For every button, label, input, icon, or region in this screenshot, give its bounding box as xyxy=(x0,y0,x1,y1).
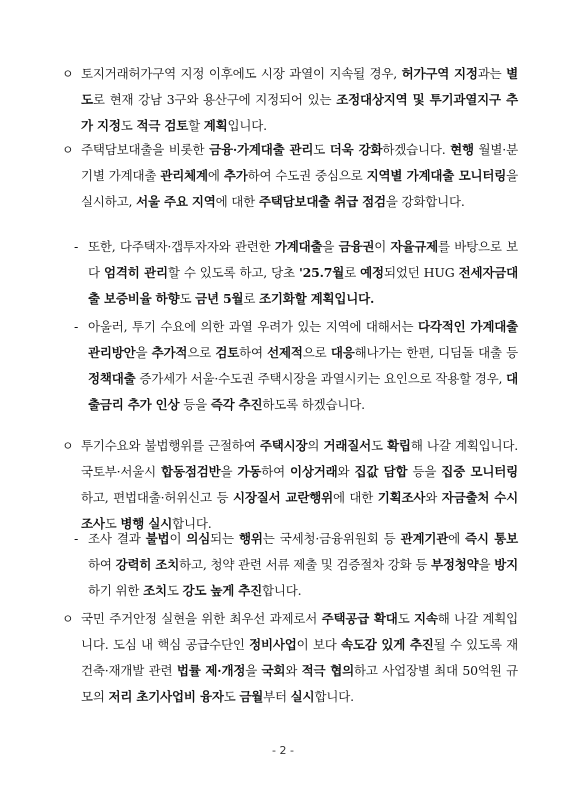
bold-text-run: 관계기관 xyxy=(400,531,449,546)
bold-text-run: 선제적 xyxy=(267,345,303,360)
paragraph-text xyxy=(81,606,518,710)
bold-text-run: 정비사업 xyxy=(249,637,297,652)
bold-text-run: 부정청약 xyxy=(431,557,479,572)
bold-text-run: 법률 제·개정 xyxy=(176,663,246,678)
text-run: 로 xyxy=(243,291,260,306)
text-run: 하여 xyxy=(239,345,268,360)
text-run: 하고 사업장별 최대 50억원 규모의 xyxy=(81,663,518,704)
bold-text-run: 강도 높게 추진 xyxy=(182,583,263,598)
text-run: 도 xyxy=(397,611,415,626)
bold-text-run: 서울 주요 지역 xyxy=(136,194,216,209)
bold-text-run: 지속 xyxy=(414,611,438,626)
bold-text-run: 즉각 추진 xyxy=(210,397,263,412)
paragraph-housing-supply xyxy=(62,606,518,710)
text-run: 하여 xyxy=(261,464,291,479)
text-run: 에 xyxy=(207,168,224,183)
bold-text-run: 지역별 가계대출 모니터링 xyxy=(366,168,507,183)
text-run: 도 xyxy=(104,516,121,531)
text-run: 하겠습니다. xyxy=(382,142,451,157)
text-run: 하고, 편법대출·허위신고 등 xyxy=(81,490,233,505)
bold-text-run: 조기화할 계획입니다. xyxy=(259,291,375,306)
bold-text-run: 검토 xyxy=(215,345,240,360)
paragraph-text xyxy=(81,137,518,215)
paragraph-loan-management xyxy=(62,137,518,215)
bold-text-run: 다각적인 가계대출 관리방안 xyxy=(88,319,518,360)
bold-text-run: 엄격히 관리 xyxy=(103,265,168,280)
bold-text-run: 적극 협의 xyxy=(301,663,354,678)
text-run: 해 나갈 계획입니다. 도심 내 핵심 공급수단인 xyxy=(81,611,518,652)
text-run: 증가세가 서울·수도권 주택시장을 과열시키는 요인으로 작용할 경우, xyxy=(135,371,507,386)
text-run: 등을 xyxy=(179,397,211,412)
text-run: 을 xyxy=(220,464,238,479)
text-run: 합니다. xyxy=(262,583,302,598)
text-run: 이 xyxy=(169,531,187,546)
text-run: 또한, 다주택자·갭투자자와 관련한 xyxy=(88,239,275,254)
bold-text-run: 금융권 xyxy=(338,239,375,254)
text-run: 아울러, 투기 수요에 의한 과열 우려가 있는 지역에 대해서는 xyxy=(88,319,419,334)
circle-bullet-icon: ㅇ xyxy=(62,439,74,453)
text-run: 로 xyxy=(344,265,361,280)
bold-text-run: 이상거래 xyxy=(290,464,338,479)
text-run: 도 xyxy=(179,291,196,306)
bold-text-run: 현행 xyxy=(450,142,474,157)
text-run: 는 국세청·금융위원회 등 xyxy=(262,531,401,546)
bold-text-run: 가계대출 xyxy=(274,239,323,254)
text-run: 하기 위한 xyxy=(88,583,144,598)
bold-text-run: 계획 xyxy=(203,118,228,133)
text-run: 하여 수도권 중심으로 xyxy=(247,168,367,183)
bold-text-run: 대응 xyxy=(330,345,355,360)
bold-text-run: 자율규제 xyxy=(390,239,439,254)
circle-bullet-icon: ㅇ xyxy=(62,67,74,81)
bold-text-run: 불법 xyxy=(145,531,170,546)
bold-text-run: 강력히 조치 xyxy=(115,557,180,572)
text-run: 주택담보대출을 비롯한 xyxy=(81,142,210,157)
text-run: 될 수 있도록 재건축·재개발 관련 xyxy=(81,637,518,678)
bold-text-run: 정책대출 xyxy=(88,371,136,386)
bold-text-run: 허가구역 지정 xyxy=(401,66,478,81)
bold-text-run: 합동점검반 xyxy=(161,464,221,479)
circle-bullet-icon: ㅇ xyxy=(62,612,74,626)
text-run: 도 xyxy=(120,118,137,133)
subparagraph-policy-loans xyxy=(74,314,518,418)
text-run: 으로 xyxy=(187,345,216,360)
text-run: 할 수 있도록 하고, 당초 xyxy=(167,265,300,280)
subparagraph-investigation xyxy=(74,526,518,604)
page-number: - 2 - xyxy=(272,744,294,757)
text-run: 되었던 HUG xyxy=(383,265,459,280)
text-run: 월별·분기별 가계대출 xyxy=(81,142,518,183)
text-run: 을 xyxy=(135,345,152,360)
text-run: 하고, 청약 관련 서류 제출 및 검증절차 강화 등 xyxy=(179,557,432,572)
text-run: 등을 xyxy=(407,464,442,479)
text-run: 해나가는 한편, 디딤돌 대출 등 xyxy=(354,345,518,360)
bold-text-run: 조정대상지역 및 투기과열지구 추가 지정 xyxy=(81,92,518,133)
text-run: 를 바탕으로 보다 xyxy=(88,239,518,280)
bold-text-run: 예정 xyxy=(360,265,384,280)
bold-text-run: 별도 xyxy=(81,66,518,107)
paragraph-market-order xyxy=(62,433,518,537)
paragraph-text xyxy=(88,314,518,418)
bold-text-run: 적극 검토 xyxy=(136,118,189,133)
bold-text-run: 시장질서 교란행위 xyxy=(232,490,333,505)
text-run: 에 대한 xyxy=(215,194,259,209)
dash-bullet-icon: - xyxy=(74,532,79,546)
bold-text-run: 금년 5월 xyxy=(195,291,244,306)
bold-text-run: 의심 xyxy=(186,531,211,546)
bold-text-run: 즉시 통보 xyxy=(465,531,519,546)
paragraph-text xyxy=(88,234,518,312)
bold-text-run: 금융·가계대출 관리 xyxy=(209,142,314,157)
bold-text-run: 조치 xyxy=(143,583,167,598)
text-run: 을 xyxy=(245,663,262,678)
bold-text-run: 확립 xyxy=(387,438,411,453)
text-run: 에 대한 xyxy=(332,490,378,505)
text-run: 입니다. xyxy=(227,118,267,133)
text-run: 하도록 하겠습니다. xyxy=(262,397,365,412)
text-run: 조사 결과 xyxy=(88,531,146,546)
paragraph-text xyxy=(81,61,518,139)
text-run: 으로 xyxy=(302,345,331,360)
text-run: 에 xyxy=(448,531,466,546)
text-run: 와 xyxy=(425,490,442,505)
bold-text-run: 더욱 강화 xyxy=(329,142,383,157)
dash-bullet-icon: - xyxy=(74,320,79,334)
text-run: 국민 주거안정 실현을 위한 최우선 과제로서 xyxy=(81,611,322,626)
text-run: 할 xyxy=(188,118,204,133)
text-run: 의 xyxy=(307,438,324,453)
text-run: 을 xyxy=(478,557,495,572)
text-run: 이 보다 xyxy=(296,637,342,652)
text-run: 와 xyxy=(285,663,302,678)
bold-text-run: 집값 담합 xyxy=(354,464,408,479)
circle-bullet-icon: ㅇ xyxy=(62,143,74,157)
text-run: 과는 xyxy=(477,66,507,81)
text-run: 합니다. xyxy=(314,689,354,704)
bold-text-run: 추가 xyxy=(223,168,248,183)
bold-text-run: 행위 xyxy=(239,531,263,546)
text-run: 도 xyxy=(313,142,330,157)
bold-text-run: '25.7월 xyxy=(299,265,345,280)
subparagraph-self-regulation xyxy=(74,234,518,312)
text-run: 을 강화합니다. xyxy=(385,194,465,209)
text-run: 을 실시하고, xyxy=(81,168,518,209)
paragraph-text xyxy=(81,433,518,537)
bold-text-run: 추가적 xyxy=(151,345,188,360)
text-run: 하여 xyxy=(88,557,116,572)
bold-text-run: 실시 xyxy=(290,689,315,704)
bold-text-run: 기획조사 xyxy=(377,490,426,505)
bold-text-run: 방지 xyxy=(494,557,519,572)
text-run: 을 xyxy=(322,239,339,254)
text-run: 투기수요와 불법행위를 근절하여 xyxy=(81,438,260,453)
text-run: 와 xyxy=(337,464,355,479)
text-run: 부터 xyxy=(263,689,291,704)
bold-text-run: 자금출처 수시 조사 xyxy=(81,490,519,531)
bold-text-run: 국회 xyxy=(261,663,286,678)
bold-text-run: 주택시장 xyxy=(259,438,308,453)
bold-text-run: 대출금리 추가 인상 xyxy=(88,371,518,412)
paragraph-permit-zone xyxy=(62,61,518,139)
bold-text-run: 금월 xyxy=(239,689,264,704)
paragraph-text xyxy=(88,526,518,604)
bold-text-run: 주택담보대출 취급 점검 xyxy=(258,194,386,209)
bold-text-run: 저리 초기사업비 융자 xyxy=(108,689,224,704)
text-run: 해 나갈 계획입니다. 국토부·서울시 xyxy=(81,438,518,479)
bold-text-run: 가동 xyxy=(237,464,262,479)
text-run: 로 현재 강남 3구와 용산구에 지정되어 있는 xyxy=(92,92,337,107)
text-run: 도 xyxy=(166,583,183,598)
bold-text-run: 관리체계 xyxy=(160,168,208,183)
bold-text-run: 전세자금대출 보증비율 하향 xyxy=(88,265,518,306)
text-run: 토지거래허가구역 지정 이후에도 시장 과열이 지속될 경우, xyxy=(81,66,402,81)
bold-text-run: 주택공급 확대 xyxy=(321,611,398,626)
bold-text-run: 집중 모니터링 xyxy=(441,464,518,479)
text-run: 이 xyxy=(374,239,391,254)
text-run: 되는 xyxy=(210,531,240,546)
bold-text-run: 병행 실시 xyxy=(120,516,173,531)
text-run: 합니다. xyxy=(172,516,212,531)
dash-bullet-icon: - xyxy=(74,240,79,254)
bold-text-run: 거래질서 xyxy=(323,438,371,453)
text-run: 도 xyxy=(370,438,388,453)
text-run: 도 xyxy=(223,689,240,704)
bold-text-run: 속도감 있게 추진 xyxy=(341,637,434,652)
